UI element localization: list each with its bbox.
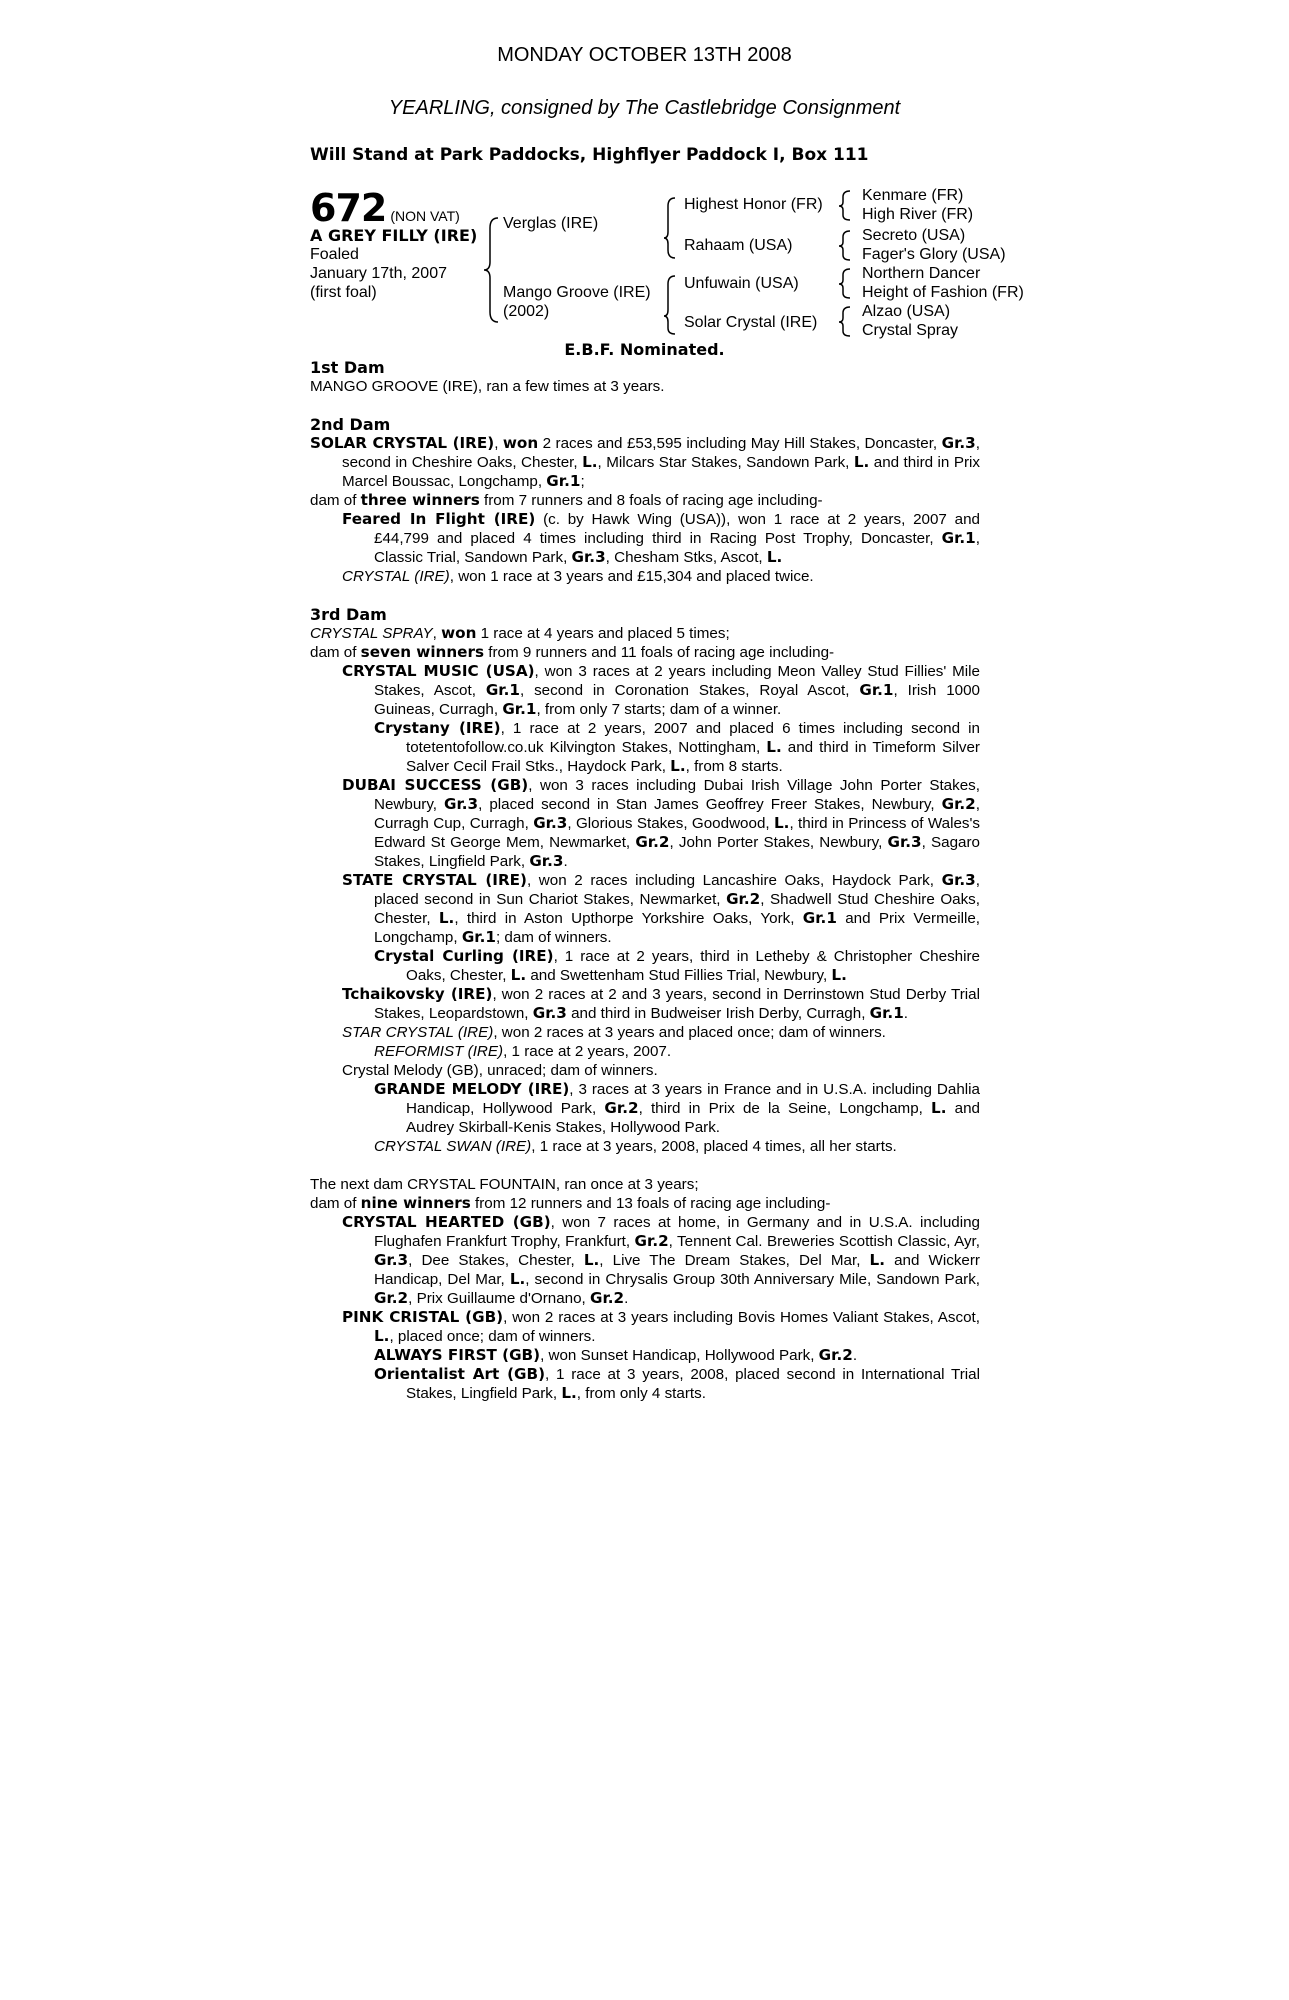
grade: Gr.3 bbox=[529, 852, 564, 870]
produce-name: CRYSTAL HEARTED (GB) bbox=[342, 1213, 551, 1231]
produce-entry bbox=[310, 1365, 980, 1403]
text: , Chesham Stks, Ascot, bbox=[605, 549, 767, 566]
grade: Gr.1 bbox=[461, 928, 496, 946]
text: , placed once; dam of winners. bbox=[389, 1328, 596, 1345]
text: ; dam of winners. bbox=[495, 929, 612, 946]
text: , from only 4 starts. bbox=[576, 1385, 706, 1402]
grade: L. bbox=[670, 757, 686, 775]
grade: Gr.2 bbox=[635, 833, 670, 851]
text: , won 2 races including Lancashire Oaks, Haydock Park, bbox=[526, 872, 942, 889]
ancestor-3: Secreto (USA) bbox=[862, 227, 966, 244]
grade: Gr.1 bbox=[869, 1004, 904, 1022]
grade: Gr.2 bbox=[374, 1289, 409, 1307]
produce-entry bbox=[310, 719, 980, 776]
horse-name: A GREY FILLY (IRE) bbox=[310, 226, 478, 245]
sire: Verglas (IRE) bbox=[503, 215, 599, 232]
winners-count: nine winners bbox=[360, 1194, 471, 1212]
text: , 1 race at 3 years, 2008, placed second in International Trial Stakes, Lingfield Park, bbox=[406, 1366, 980, 1402]
winners-count: seven winners bbox=[360, 643, 484, 661]
grade: L. bbox=[561, 1384, 577, 1402]
grade: L. bbox=[509, 1270, 526, 1288]
produce-name: CRYSTAL SWAN (IRE) bbox=[374, 1138, 532, 1155]
sale-date: MONDAY OCTOBER 13TH 2008 bbox=[497, 44, 792, 66]
text: and third in Prix Marcel Boussac, Longchamp, bbox=[342, 454, 980, 490]
produce-entry: Crystal Melody (GB), unraced; dam of winners. bbox=[342, 1062, 658, 1079]
text: from 12 runners and 13 foals of racing age including- bbox=[470, 1195, 831, 1212]
produce-entry bbox=[310, 1080, 980, 1137]
grade: L. bbox=[766, 738, 782, 756]
grade: Gr.3 bbox=[941, 434, 976, 452]
text: ; bbox=[580, 473, 585, 490]
text: , Live The Dream Stakes, Del Mar, bbox=[599, 1252, 870, 1269]
text: , 1 race at 2 years, 2007. bbox=[503, 1043, 672, 1060]
text: , won 2 races at 3 years including Bovis Homes Valiant Stakes, Ascot, bbox=[503, 1309, 980, 1326]
third-dam-heading: 3rd Dam bbox=[310, 605, 387, 624]
grade: Gr.2 bbox=[818, 1346, 853, 1364]
text: , Glorious Stakes, Goodwood, bbox=[567, 815, 774, 832]
text: , Prix Guillaume d'Ornano, bbox=[408, 1290, 590, 1307]
grade: Gr.2 bbox=[726, 890, 761, 908]
text: from 7 runners and 8 foals of racing age including- bbox=[479, 492, 823, 509]
text: , Irish 1000 Guineas, Curragh, bbox=[374, 682, 980, 718]
text: , won 1 race at 3 years and £15,304 and placed twice. bbox=[449, 568, 814, 585]
text: and Swettenham Stud Fillies Trial, Newbury, bbox=[526, 967, 832, 984]
text: , third in Prix de la Seine, Longchamp, bbox=[638, 1100, 932, 1117]
text: dam of bbox=[310, 492, 361, 509]
lot-number: 672 bbox=[310, 186, 387, 230]
dam-name: SOLAR CRYSTAL (IRE) bbox=[310, 434, 495, 452]
produce-entry bbox=[310, 662, 980, 719]
text: , second in Coronation Stakes, Royal Ascot, bbox=[519, 682, 860, 699]
foaled-date: January 17th, 2007 bbox=[310, 265, 447, 282]
produce-entry bbox=[310, 1023, 980, 1042]
grade: Gr.3 bbox=[533, 814, 568, 832]
grade: Gr.3 bbox=[374, 1251, 409, 1269]
dam-name: CRYSTAL SPRAY bbox=[310, 625, 433, 642]
won-label: won bbox=[441, 624, 477, 642]
grade: Gr.2 bbox=[604, 1099, 639, 1117]
text: dam of bbox=[310, 644, 361, 661]
ancestor-6: Height of Fashion (FR) bbox=[862, 284, 1024, 301]
vat-status: (NON VAT) bbox=[390, 208, 460, 224]
produce-entry bbox=[310, 1213, 980, 1308]
ebf-nominated: E.B.F. Nominated. bbox=[564, 340, 725, 359]
produce-name: STATE CRYSTAL (IRE) bbox=[342, 871, 527, 889]
text: , Curragh Cup, Curragh, bbox=[374, 796, 980, 832]
text: . bbox=[852, 1347, 858, 1364]
produce-name: Crystal Curling (IRE) bbox=[374, 947, 554, 965]
produce-name: Orientalist Art (GB) bbox=[374, 1365, 546, 1383]
text: , 1 race at 2 years, 2007 and placed 6 times including second in totetentofollow.co.uk Kilvington Stakes, Nottingham, bbox=[406, 720, 980, 756]
grade: L. bbox=[583, 1251, 600, 1269]
grade: L. bbox=[853, 453, 870, 471]
produce-name: DUBAI SUCCESS (GB) bbox=[342, 776, 529, 794]
produce-name: CRYSTAL (IRE) bbox=[342, 568, 450, 585]
text: , second in Cheshire Oaks, Chester, bbox=[342, 435, 980, 471]
produce-entry bbox=[310, 1042, 980, 1061]
text: and Wickerr Handicap, Del Mar, bbox=[374, 1252, 980, 1288]
text: 1 race at 4 years and placed 5 times; bbox=[476, 625, 730, 642]
grade: L. bbox=[582, 453, 598, 471]
text: , won 3 races including Dubai Irish Village John Porter Stakes, Newbury, bbox=[374, 777, 980, 813]
produce-entry bbox=[310, 567, 980, 586]
ancestor-5: Northern Dancer bbox=[862, 265, 981, 282]
produce-entry bbox=[310, 776, 980, 871]
text: , won 7 races at home, in Germany and in U.S.A. including Flughafen Frankfurt Trophy, Frankfurt, bbox=[374, 1214, 980, 1250]
grade: Gr.1 bbox=[941, 529, 976, 547]
text: , won Sunset Handicap, Hollywood Park, bbox=[540, 1347, 819, 1364]
text: , Shadwell Stud Cheshire Oaks, Chester, bbox=[374, 891, 980, 927]
grade: Gr.1 bbox=[802, 909, 837, 927]
grade: Gr.1 bbox=[546, 472, 581, 490]
text: , third in Aston Upthorpe Yorkshire Oaks, York, bbox=[454, 910, 803, 927]
produce-name: STAR CRYSTAL (IRE) bbox=[342, 1024, 494, 1041]
second-dam-record: SOLAR CRYSTAL (IRE), won 2 races and £53,595 including May Hill Stakes, Doncaster, Gr.3, second in Cheshire Oaks, Chester, L., Milcars Star Stakes, Sandown Park, L. and third in Prix Marcel Boussac, Longchamp, Gr.1; bbox=[310, 434, 980, 490]
text: , placed second in Sun Chariot Stakes, Newmarket, bbox=[374, 872, 980, 908]
third-dam-produce-summary bbox=[310, 643, 980, 662]
grade: Gr.3 bbox=[941, 871, 976, 889]
text: dam of bbox=[310, 1195, 361, 1212]
third-dam-record: CRYSTAL SPRAY, won 1 race at 4 years and placed 5 times; bbox=[310, 624, 730, 642]
next-dam-record: The next dam CRYSTAL FOUNTAIN, ran once at 3 years; bbox=[310, 1176, 699, 1193]
text: , Milcars Star Stakes, Sandown Park, bbox=[597, 454, 854, 471]
text: from 9 runners and 11 foals of racing age including- bbox=[484, 644, 835, 661]
text: , from only 7 starts; dam of a winner. bbox=[536, 701, 782, 718]
grade: Gr.2 bbox=[590, 1289, 625, 1307]
grade: L. bbox=[438, 909, 455, 927]
second-dam-produce-summary bbox=[310, 491, 980, 510]
grade: Gr.3 bbox=[887, 833, 922, 851]
text: . bbox=[903, 1005, 909, 1022]
next-dam-produce-summary bbox=[310, 1194, 980, 1213]
grade: L. bbox=[510, 966, 527, 984]
dam: Mango Groove (IRE) bbox=[503, 284, 651, 301]
text: (c. by Hawk Wing (USA)), won 1 race at 2 years, 2007 and £44,799 and placed 4 times including third in Racing Post Trophy, Doncaster, bbox=[374, 511, 980, 547]
winners-count: three winners bbox=[360, 491, 480, 509]
produce-entry bbox=[310, 947, 980, 985]
sire-dam: Rahaam (USA) bbox=[684, 237, 793, 254]
text: , Dee Stakes, Chester, bbox=[408, 1252, 584, 1269]
text: , John Porter Stakes, Newbury, bbox=[669, 834, 888, 851]
produce-name: REFORMIST (IRE) bbox=[374, 1043, 504, 1060]
grade: Gr.1 bbox=[859, 681, 894, 699]
text: and Prix Vermeille, Longchamp, bbox=[374, 910, 980, 946]
consignor-line: YEARLING, consigned by The Castlebridge Consignment bbox=[388, 97, 901, 119]
first-dam-text: MANGO GROOVE (IRE), ran a few times at 3 years. bbox=[310, 378, 665, 395]
produce-entry bbox=[310, 1137, 980, 1156]
text: . bbox=[624, 1290, 629, 1307]
text: and third in Timeform Silver Salver Cecil Frail Stks., Haydock Park, bbox=[406, 739, 980, 775]
produce-name: GRANDE MELODY (IRE) bbox=[374, 1080, 570, 1098]
grade: Gr.3 bbox=[532, 1004, 567, 1022]
produce-name: PINK CRISTAL (GB) bbox=[342, 1308, 504, 1326]
grade: Gr.3 bbox=[571, 548, 606, 566]
ancestor-8: Crystal Spray bbox=[862, 322, 959, 339]
text: . bbox=[563, 853, 568, 870]
text: , 1 race at 3 years, 2008, placed 4 times, all her starts. bbox=[531, 1138, 897, 1155]
produce-name: Feared In Flight (IRE) bbox=[342, 510, 536, 528]
dam-sire: Unfuwain (USA) bbox=[684, 275, 799, 292]
produce-entry bbox=[310, 1346, 980, 1365]
foaled-label: Foaled bbox=[310, 246, 359, 263]
foal-note: (first foal) bbox=[310, 284, 377, 301]
ancestor-1: Kenmare (FR) bbox=[862, 187, 964, 204]
produce-name: ALWAYS FIRST (GB) bbox=[374, 1346, 541, 1364]
text: , 3 races at 3 years in France and in U.S.A. including Dahlia Handicap, Hollywood Park, bbox=[406, 1081, 980, 1117]
text: , won 3 races at 2 years including Meon Valley Stud Fillies' Mile Stakes, Ascot, bbox=[374, 663, 980, 699]
dam-dam: Solar Crystal (IRE) bbox=[684, 314, 818, 331]
first-dam-heading: 1st Dam bbox=[310, 358, 385, 377]
grade: Gr.1 bbox=[502, 700, 537, 718]
grade: L. bbox=[931, 1099, 947, 1117]
text: and third in Budweiser Irish Derby, Curragh, bbox=[566, 1005, 870, 1022]
won-label: won bbox=[502, 434, 539, 452]
text: , third in Princess of Wales's Edward St George Mem, Newmarket, bbox=[374, 815, 980, 851]
produce-name: CRYSTAL MUSIC (USA) bbox=[342, 662, 535, 680]
dam-year: (2002) bbox=[503, 303, 550, 320]
stand-location: Will Stand at Park Paddocks, Highflyer Paddock I, Box 111 bbox=[310, 145, 869, 165]
sire-sire: Highest Honor (FR) bbox=[684, 196, 823, 213]
text: , 1 race at 2 years, third in Letheby & Christopher Cheshire Oaks, Chester, bbox=[406, 948, 980, 984]
grade: L. bbox=[774, 814, 790, 832]
ancestor-2: High River (FR) bbox=[862, 206, 974, 223]
grade: Gr.3 bbox=[444, 795, 479, 813]
grade: L. bbox=[766, 548, 783, 566]
grade: L. bbox=[831, 966, 847, 984]
text: and Audrey Skirball-Kenis Stakes, Hollywood Park. bbox=[406, 1100, 980, 1136]
produce-name: Tchaikovsky (IRE) bbox=[342, 985, 493, 1003]
ancestor-7: Alzao (USA) bbox=[862, 303, 951, 320]
grade: Gr.2 bbox=[634, 1232, 669, 1250]
produce-entry bbox=[310, 510, 980, 567]
produce-entry bbox=[310, 985, 980, 1023]
text: , second in Chrysalis Group 30th Anniversary Mile, Sandown Park, bbox=[525, 1271, 981, 1288]
text: , won 2 races at 2 and 3 years, second in Derrinstown Stud Derby Trial Stakes, Leopardstown, bbox=[374, 986, 980, 1022]
produce-entry bbox=[310, 871, 980, 947]
text: , from 8 starts. bbox=[685, 758, 783, 775]
text: , Sagaro Stakes, Lingfield Park, bbox=[374, 834, 980, 870]
grade: L. bbox=[374, 1327, 390, 1345]
text: , Tennent Cal. Breweries Scottish Classic, Ayr, bbox=[668, 1233, 980, 1250]
text: , Classic Trial, Sandown Park, bbox=[374, 530, 980, 566]
produce-name: Crystany (IRE) bbox=[374, 719, 501, 737]
second-dam-heading: 2nd Dam bbox=[310, 415, 391, 434]
text: 2 races and £53,595 including May Hill Stakes, Doncaster, bbox=[538, 435, 942, 452]
catalogue-body bbox=[310, 358, 980, 1403]
text: , won 2 races at 3 years and placed once; dam of winners. bbox=[493, 1024, 886, 1041]
grade: Gr.1 bbox=[485, 681, 520, 699]
pedigree-brackets bbox=[0, 0, 1289, 360]
grade: Gr.2 bbox=[941, 795, 976, 813]
text: , placed second in Stan James Geoffrey Freer Stakes, Newbury, bbox=[478, 796, 942, 813]
ancestor-4: Fager's Glory (USA) bbox=[862, 246, 1006, 263]
grade: L. bbox=[869, 1251, 885, 1269]
produce-entry bbox=[310, 1308, 980, 1346]
